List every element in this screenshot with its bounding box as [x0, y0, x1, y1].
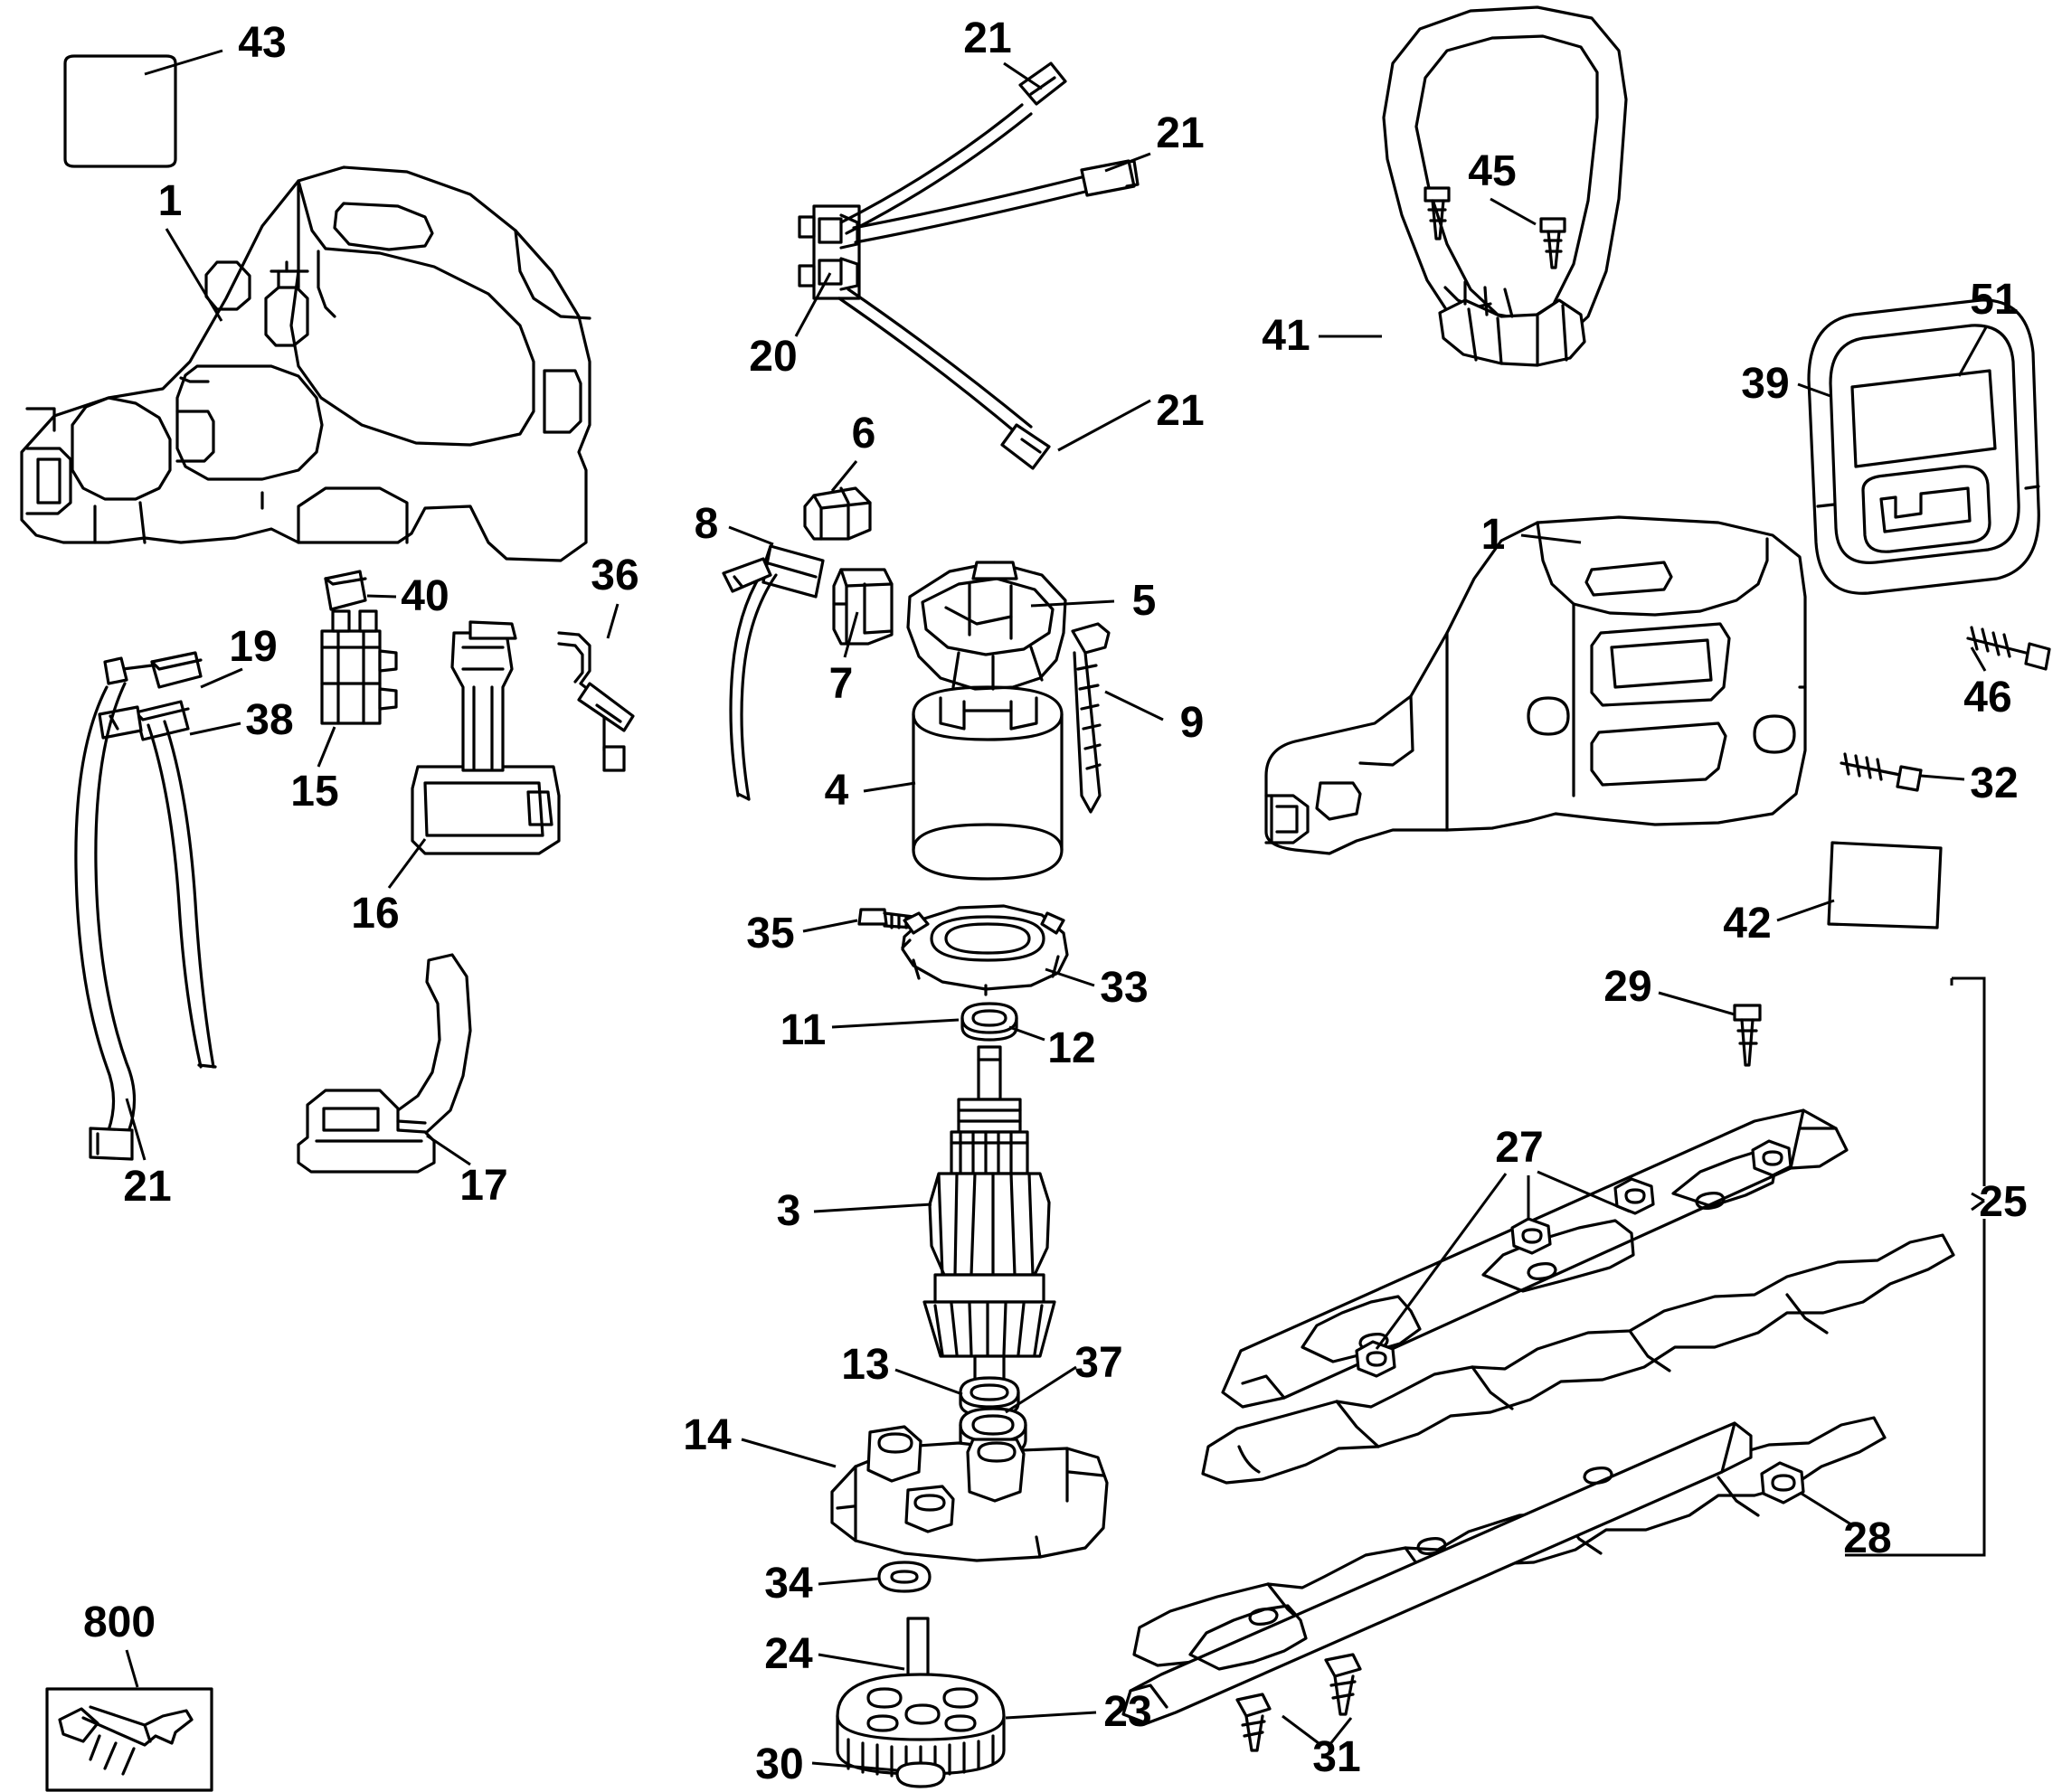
callout-16: 16: [351, 890, 400, 938]
callout-8: 8: [694, 500, 719, 548]
callout-31: 31: [1312, 1733, 1361, 1781]
part-19-terminal: [105, 653, 201, 687]
callout-51: 51: [1970, 276, 2019, 324]
callout-3: 3: [776, 1187, 801, 1235]
callout-19: 19: [229, 623, 278, 671]
part-39-51-guard: [1809, 300, 2038, 593]
callout-42: 42: [1723, 900, 1772, 948]
callout-13: 13: [841, 1341, 890, 1389]
callout-7: 7: [828, 660, 854, 708]
callout-38: 38: [245, 696, 294, 744]
callout-30: 30: [755, 1740, 804, 1788]
callout-15: 15: [290, 768, 339, 816]
part-5-end-cap: [908, 562, 1065, 689]
part-17-bracket: [298, 955, 470, 1172]
callout-41: 41: [1262, 312, 1310, 360]
callout-1-right: 1: [1480, 511, 1506, 559]
callout-39: 39: [1741, 360, 1790, 408]
callout-1-left: 1: [157, 177, 183, 225]
part-40-block: [326, 571, 365, 609]
part-33-bearing-plate: [903, 906, 1067, 995]
callout-32: 32: [1970, 759, 2019, 807]
callout-40: 40: [401, 572, 449, 620]
callout-33: 33: [1100, 964, 1149, 1012]
callout-11: 11: [780, 1006, 827, 1054]
callout-46: 46: [1963, 674, 2012, 722]
callout-35: 35: [746, 910, 795, 957]
part-20-switch-assembly: [799, 206, 859, 298]
part-28-nut: [1762, 1463, 1803, 1503]
part-29-screw: [1735, 1005, 1760, 1065]
part-7-brush-holder: [834, 570, 892, 644]
callout-43: 43: [238, 19, 287, 67]
callout-45: 45: [1468, 147, 1517, 195]
part-42-label-plate: [1829, 843, 1941, 928]
callout-36: 36: [591, 552, 639, 599]
callout-37: 37: [1074, 1339, 1123, 1387]
callout-9: 9: [1179, 699, 1205, 747]
callout-800: 800: [82, 1599, 156, 1646]
part-6-brush-cap: [805, 488, 870, 539]
callout-24: 24: [764, 1630, 813, 1678]
callout-6: 6: [851, 410, 876, 457]
callout-21-mid: 21: [1156, 109, 1205, 157]
part-15-switch-block: [322, 611, 396, 723]
part-8-carbon-brush: [724, 546, 823, 799]
callout-27: 27: [1495, 1124, 1544, 1172]
part-32-screw: [1841, 754, 1921, 790]
part-24-23-gear: [837, 1618, 1004, 1787]
callout-23: 23: [1103, 1688, 1152, 1736]
callout-17: 17: [459, 1162, 508, 1210]
part-43-label-plate: [65, 56, 175, 166]
callout-14: 14: [683, 1411, 732, 1459]
callout-20: 20: [749, 333, 798, 381]
callout-12: 12: [1047, 1024, 1096, 1072]
part-25-blade-assembly: [1123, 978, 1984, 1723]
part-9-screw: [1073, 624, 1109, 812]
part-1-housing-right: [1266, 517, 1805, 854]
callout-29: 29: [1603, 963, 1652, 1011]
part-36-spring: [559, 633, 633, 770]
part-21-power-cord: [76, 684, 215, 1159]
part-34-washer: [879, 1562, 930, 1591]
callout-4: 4: [824, 767, 849, 815]
callout-34: 34: [764, 1560, 813, 1608]
part-14-gear-case: [832, 1427, 1107, 1561]
callout-25: 25: [1979, 1178, 2028, 1226]
callout-21-right: 21: [1156, 387, 1205, 435]
part-16-trigger-assembly: [412, 622, 559, 854]
part-3-armature: [924, 1047, 1055, 1391]
part-4-field-stator: [913, 687, 1062, 879]
part-38-terminal: [99, 702, 188, 740]
callout-21-cord: 21: [123, 1163, 172, 1211]
part-21-wire-leads: [839, 63, 1138, 468]
part-11-12-washer: [962, 1004, 1017, 1040]
part-800-tool-icon: [47, 1689, 212, 1790]
callout-5: 5: [1131, 577, 1157, 625]
callout-28: 28: [1843, 1514, 1892, 1562]
callout-21-top: 21: [963, 14, 1012, 62]
part-1-housing-left: [22, 167, 590, 561]
